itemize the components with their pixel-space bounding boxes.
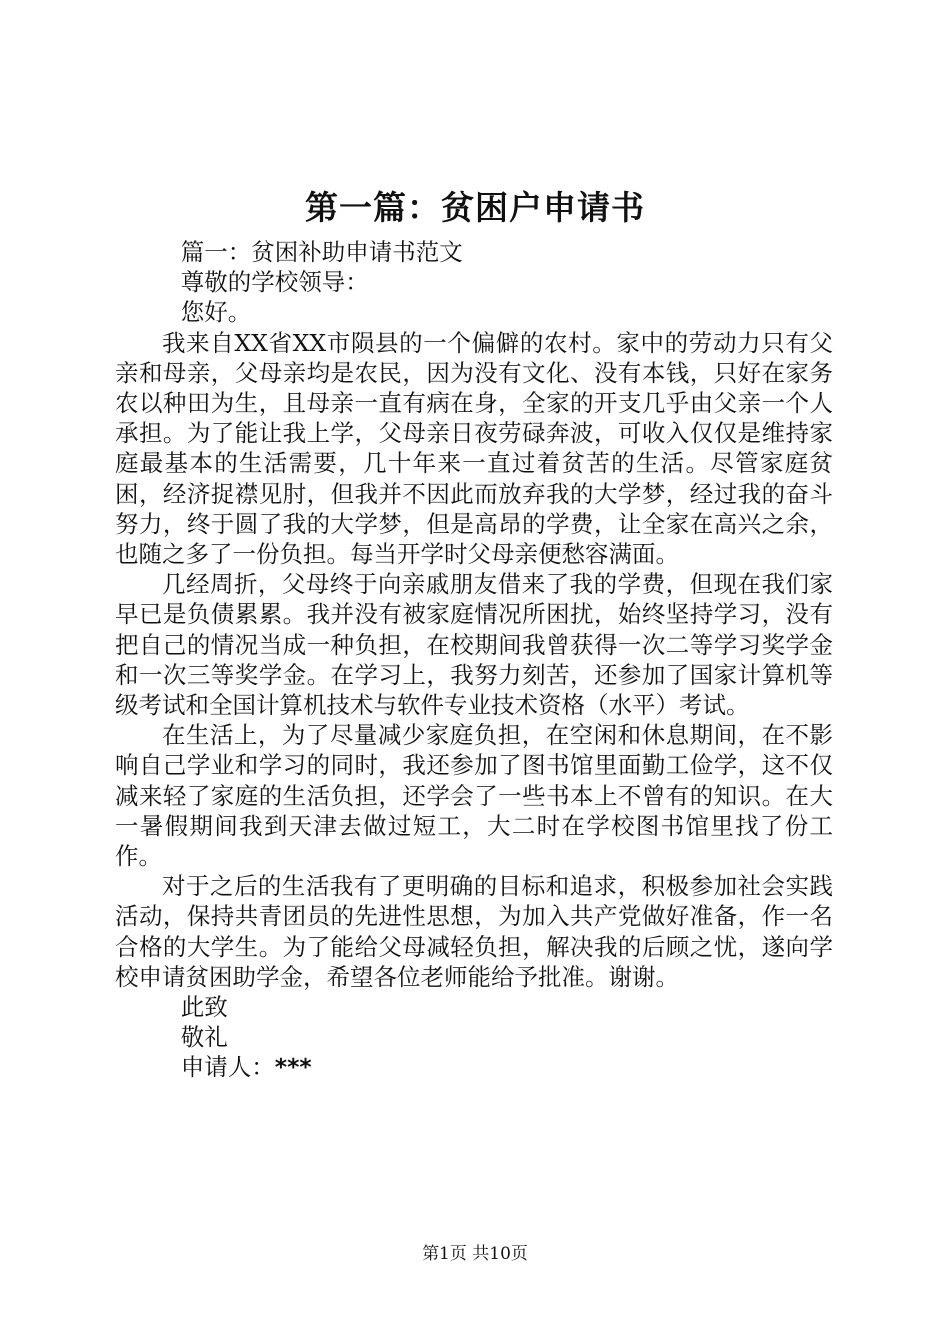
paragraph-2: 几经周折，父母终于向亲戚朋友借来了我的学费，但现在我们家早已是负债累累。我并没有被家庭情况所困扰，始终坚持学习，没有把自己的情况当成一种负担，在校期间我曾获得一次二等学习奖学金和一次三等奖学金。在学习上，我努力刻苦，还参加了国家计算机等级考试和全国计算机技术与软件专业技术资格（水平）考试。 — [115, 570, 833, 720]
applicant-label: 申请人： — [180, 1053, 275, 1082]
document-body — [115, 237, 833, 1083]
greeting: 您好。 — [180, 298, 252, 327]
salutation: 尊敬的学校领导： — [180, 268, 369, 297]
closing-line-2: 敬礼 — [180, 1023, 228, 1052]
paragraph-4: 对于之后的生活我有了更明确的目标和追求，积极参加社会实践活动，保持共青团员的先进性思想，为加入共产党做好准备，作一名合格的大学生。为了能给父母减轻负担，解决我的后顾之忧，遂向学校申请贫困助学金，希望各位老师能给予批准。谢谢。 — [115, 872, 833, 991]
page-footer: 第1页 共10页 — [422, 1244, 528, 1264]
document-subtitle: 篇一：贫困补助申请书范文 — [180, 238, 463, 266]
applicant-name: *** — [274, 1053, 312, 1082]
paragraph-3: 在生活上，为了尽量减少家庭负担，在空闲和休息期间，在不影响自己学业和学习的同时，我还参加了图书馆里面勤工俭学，这不仅减来轻了家庭的生活负担，还学会了一些书本上不曾有的知识。在大一暑假期间我到天津去做过短工，大二时在学校图书馆里找了份工作。 — [115, 721, 833, 871]
document-title: 第一篇：贫困户申请书 — [305, 188, 645, 227]
closing-line-1: 此致 — [180, 993, 228, 1022]
paragraph-1: 我来自XX省XX市陨县的一个偏僻的农村。家中的劳动力只有父亲和母亲，父母亲均是农民，因为没有文化、没有本钱，只好在家务农以种田为生，且母亲一直有病在身，全家的开支几乎由父亲一个人承担。为了能让我上学，父母亲日夜劳碌奔波，可收入仅仅是维持家庭最基本的生活需要，几十年来一直过着贫苦的生活。尽管家庭贫困，经济捉襟见肘，但我并不因此而放弃我的大学梦，经过我的奋斗努力，终于圆了我的大学梦，但是高昂的学费，让全家在高兴之余，也随之多了一份负担。每当开学时父母亲便愁容满面。 — [115, 328, 833, 569]
signature-line — [115, 1052, 833, 1082]
